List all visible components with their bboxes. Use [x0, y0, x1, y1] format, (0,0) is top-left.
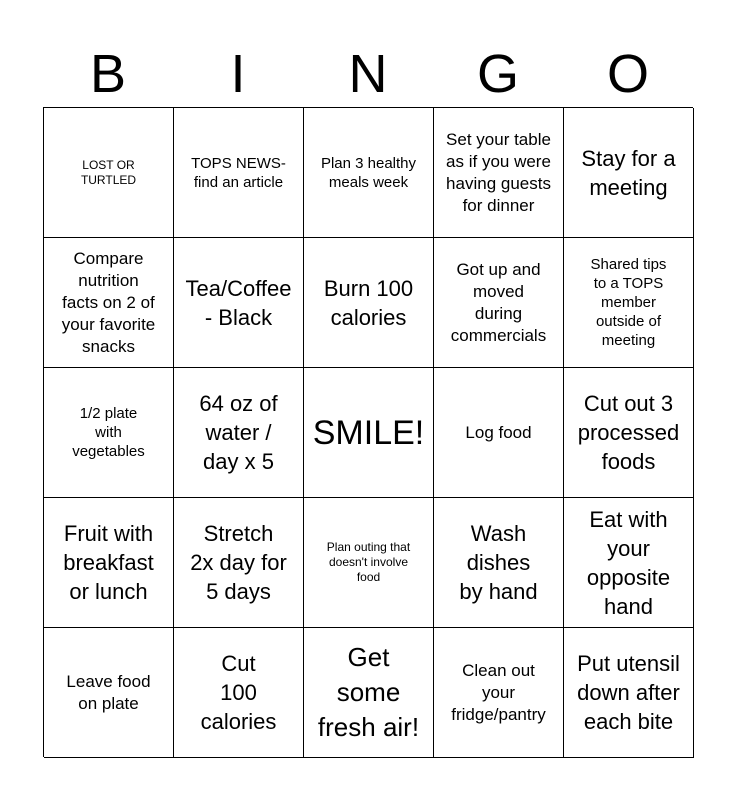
bingo-cell[interactable] [44, 368, 174, 498]
bingo-cell[interactable] [304, 628, 434, 758]
cell-text: Burn 100 calories [323, 275, 414, 330]
bingo-cell[interactable] [174, 368, 304, 498]
cell-text: Eat with your opposite hand [586, 506, 671, 619]
bingo-cell[interactable] [564, 108, 694, 238]
bingo-cell[interactable] [174, 498, 304, 628]
cell-text: Clean out your fridge/pantry [451, 660, 546, 724]
header-letter-i: I [230, 44, 246, 104]
bingo-cell[interactable] [434, 498, 564, 628]
header-letter-g: G [476, 44, 519, 104]
bingo-cell[interactable] [304, 498, 434, 628]
bingo-cell[interactable] [564, 498, 694, 628]
cell-text: Cut 100 calories [200, 651, 277, 734]
cell-text: Compare nutrition facts on 2 of your favorite snacks [61, 248, 156, 356]
cell-text: Got up and moved during commercials [450, 259, 547, 345]
cell-text: Fruit with breakfast or lunch [63, 521, 154, 604]
cell-text: Plan outing that doesn't involve food [326, 540, 411, 584]
cell-text: 1/2 plate with vegetables [72, 405, 145, 460]
header-letter-b: B [89, 44, 127, 104]
free-space-text: SMILE! [312, 413, 425, 452]
header-letter-o: O [606, 44, 649, 104]
bingo-cell[interactable] [44, 108, 174, 238]
cell-text: Plan 3 healthy meals week [320, 154, 417, 191]
cell-text: TOPS NEWS- find an article [191, 154, 286, 191]
cell-text: Cut out 3 processed foods [577, 391, 680, 474]
header-letter-n: N [348, 44, 388, 104]
cell-text: LOST OR TURTLED [80, 157, 137, 187]
bingo-cell[interactable] [564, 628, 694, 758]
cell-text: Shared tips to a TOPS member outside of meeting [590, 256, 667, 349]
bingo-board [43, 107, 693, 757]
bingo-cell[interactable] [174, 628, 304, 758]
cell-text: Stretch 2x day for 5 days [190, 521, 287, 604]
bingo-cell[interactable] [174, 108, 304, 238]
bingo-cell[interactable] [434, 238, 564, 368]
cell-text: Set your table as if you were having guests for dinner [446, 129, 551, 215]
cell-text: Wash dishes by hand [459, 521, 538, 604]
cell-text: Get some fresh air! [317, 642, 420, 742]
bingo-cell[interactable] [434, 368, 564, 498]
cell-text: Tea/Coffee - Black [185, 275, 292, 330]
bingo-cell[interactable] [434, 108, 564, 238]
bingo-cell[interactable] [434, 628, 564, 758]
bingo-cell[interactable] [304, 108, 434, 238]
bingo-cell[interactable] [564, 368, 694, 498]
free-space-cell[interactable] [304, 368, 434, 498]
cell-text: 64 oz of water / day x 5 [199, 391, 278, 474]
bingo-cell[interactable] [44, 238, 174, 368]
cell-text: Stay for a meeting [581, 145, 676, 200]
bingo-cell[interactable] [44, 498, 174, 628]
cell-text: Log food [465, 422, 532, 442]
bingo-cell[interactable] [44, 628, 174, 758]
cell-text: Put utensil down after each bite [577, 651, 680, 734]
cell-text: Leave food on plate [66, 671, 151, 713]
bingo-cell[interactable] [174, 238, 304, 368]
bingo-cell[interactable] [564, 238, 694, 368]
bingo-cell[interactable] [304, 238, 434, 368]
